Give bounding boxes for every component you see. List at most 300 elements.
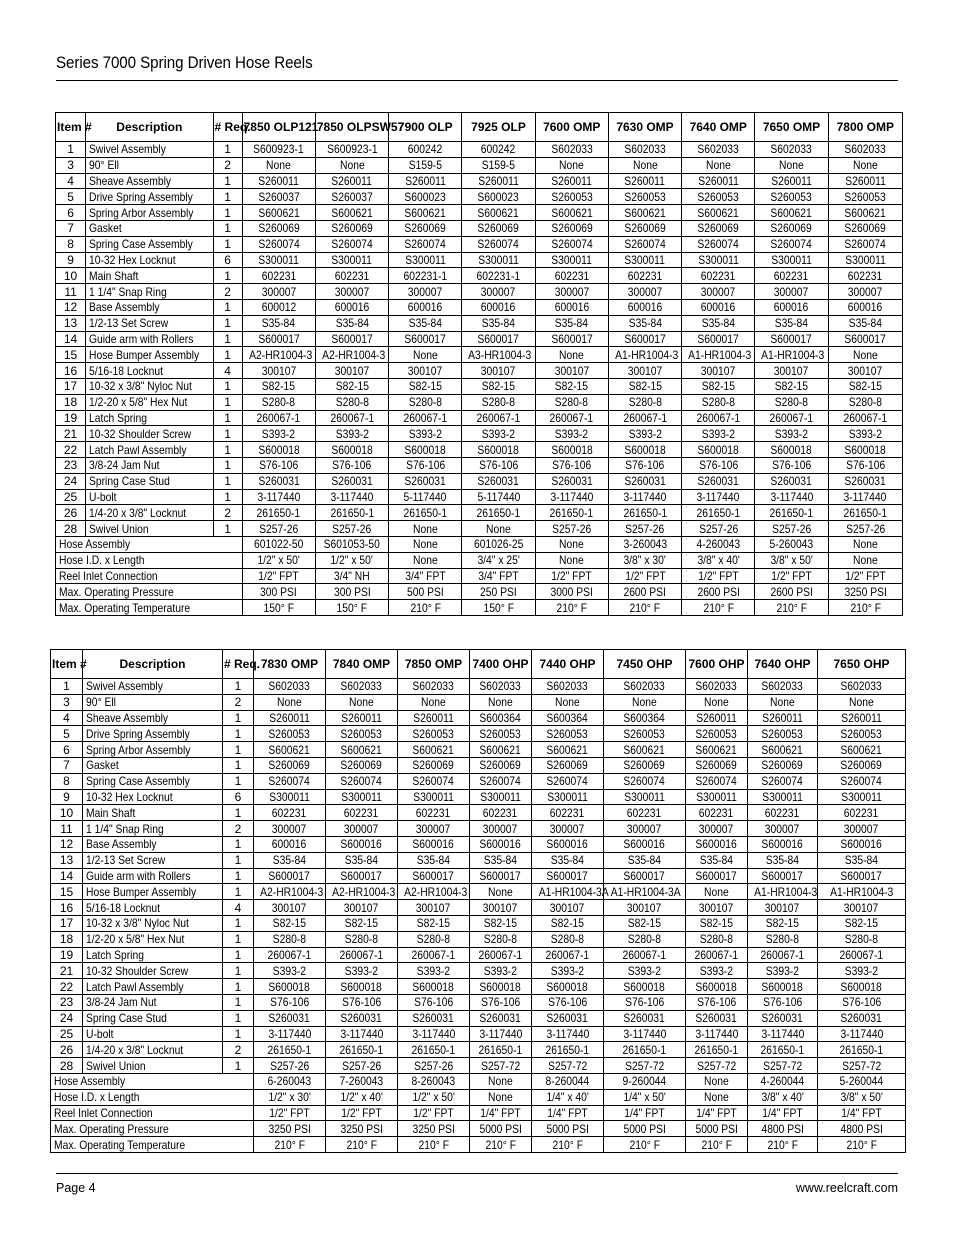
- part-number-cell: [828, 442, 902, 458]
- cell-text: 3-117440: [695, 1026, 738, 1041]
- item-number: 7: [51, 757, 83, 773]
- spec-cell: [755, 600, 828, 616]
- item-number: 15: [56, 347, 86, 363]
- cell-text: 300107: [408, 363, 443, 378]
- cell-text: 300107: [848, 363, 883, 378]
- spec-cell: [686, 1121, 748, 1137]
- spec-cell: [462, 584, 535, 600]
- part-number-cell: [535, 331, 608, 347]
- item-number: 8: [51, 773, 83, 789]
- cell-text: A2-HR1004-3: [248, 347, 312, 362]
- item-number: 6: [56, 205, 86, 221]
- part-number-cell: [470, 852, 532, 868]
- cell-text: S602033: [412, 679, 455, 694]
- cell-text: 3-117440: [412, 1026, 455, 1041]
- cell-text: 5-260043: [769, 537, 814, 552]
- cell-text: S35-84: [483, 853, 518, 868]
- part-number-cell: [462, 189, 535, 205]
- part-number-cell: [682, 205, 755, 221]
- part-number-cell: [748, 915, 818, 931]
- cell-text: S600018: [477, 442, 520, 457]
- part-description: [83, 900, 223, 916]
- cell-text: 261650-1: [843, 505, 888, 520]
- part-number-cell: [755, 220, 828, 236]
- part-number-cell: [755, 331, 828, 347]
- cell-text: S260011: [771, 173, 812, 188]
- cell-text: S600017: [623, 868, 666, 883]
- part-number-cell: [686, 915, 748, 931]
- cell-text: 90° Ell: [86, 695, 116, 710]
- quantity-required: 1: [213, 331, 242, 347]
- part-number-cell: [470, 726, 532, 742]
- cell-text: S600016: [623, 837, 666, 852]
- part-number-cell: [315, 473, 388, 489]
- part-number-cell: [242, 489, 315, 505]
- summary-row: [51, 1073, 906, 1089]
- table-row: [56, 205, 903, 221]
- cell-text: 5-117440: [403, 489, 447, 504]
- part-number-cell: [470, 805, 532, 821]
- cell-text: S257-72: [696, 1058, 737, 1073]
- part-number-cell: [682, 252, 755, 268]
- cell-text: Swivel Assembly: [89, 142, 166, 157]
- cell-text: 602231-1: [476, 268, 521, 283]
- quantity-required: 6: [213, 252, 242, 268]
- table-row: [51, 757, 906, 773]
- cell-text: 261650-1: [256, 505, 301, 520]
- cell-text: Hose I.D. x Length: [59, 553, 145, 568]
- cell-text: 300007: [848, 284, 883, 299]
- part-number-cell: [748, 821, 818, 837]
- cell-text: None: [349, 695, 374, 710]
- cell-text: None: [852, 537, 878, 552]
- cell-text: 210° F: [846, 1137, 877, 1152]
- quantity-required: 2: [223, 1042, 254, 1058]
- item-number: 3: [51, 694, 83, 710]
- cell-text: S76-106: [771, 458, 812, 473]
- cell-text: 602231-1: [403, 268, 448, 283]
- cell-text: 261650-1: [839, 1042, 884, 1057]
- part-number-cell: [326, 931, 398, 947]
- part-number-cell: [389, 410, 462, 426]
- part-number-cell: [755, 442, 828, 458]
- parts-table-1: [55, 112, 903, 616]
- cell-text: Guide arm with Rollers: [89, 331, 194, 346]
- header-model: 7850 OMP: [398, 650, 470, 679]
- cell-text: S82-15: [408, 379, 442, 394]
- cell-text: S600364: [623, 710, 666, 725]
- part-number-cell: [242, 236, 315, 252]
- cell-text: S260031: [840, 1011, 883, 1026]
- header-model: 7850 OLP121: [242, 113, 315, 142]
- cell-text: 210° F: [556, 600, 588, 615]
- cell-text: S257-26: [845, 521, 885, 536]
- part-number-cell: [686, 931, 748, 947]
- cell-text: 300107: [627, 900, 662, 915]
- part-number-cell: [604, 868, 686, 884]
- item-number: 24: [51, 1010, 83, 1026]
- spec-cell: [326, 1137, 398, 1153]
- cell-text: 260067-1: [769, 410, 814, 425]
- part-number-cell: [462, 236, 535, 252]
- part-number-cell: [254, 979, 326, 995]
- cell-text: S260011: [404, 173, 446, 188]
- cell-text: S260031: [623, 1011, 666, 1026]
- cell-text: 300007: [483, 821, 518, 836]
- quantity-required: 1: [223, 757, 254, 773]
- part-number-cell: [398, 1058, 470, 1074]
- part-number-cell: [242, 189, 315, 205]
- cell-text: 300107: [765, 900, 800, 915]
- part-number-cell: [462, 315, 535, 331]
- cell-text: 601022-50: [254, 537, 304, 552]
- part-number-cell: [326, 852, 398, 868]
- cell-text: 3/4" FPT: [478, 568, 519, 583]
- cell-text: S600621: [761, 742, 804, 757]
- part-number-cell: [535, 284, 608, 300]
- cell-text: S260053: [412, 726, 455, 741]
- cell-text: 602231: [483, 805, 518, 820]
- page-number: Page 4: [56, 1181, 96, 1195]
- cell-text: 3/8" x 40': [761, 1090, 804, 1105]
- cell-text: None: [555, 695, 580, 710]
- cell-text: S600016: [546, 837, 589, 852]
- cell-text: None: [705, 158, 731, 173]
- part-number-cell: [608, 410, 681, 426]
- cell-text: S257-26: [413, 1058, 454, 1073]
- cell-text: 10-32 x 3/8" Nyloc Nut: [89, 379, 192, 394]
- cell-text: S260069: [761, 758, 804, 773]
- cell-text: 600016: [554, 300, 589, 315]
- cell-text: S600017: [479, 868, 522, 883]
- part-number-cell: [462, 252, 535, 268]
- cell-text: A2-HR1004-3: [332, 884, 396, 899]
- cell-text: S76-106: [547, 995, 588, 1010]
- cell-text: S260069: [624, 221, 666, 236]
- part-number-cell: [462, 505, 535, 521]
- cell-text: 4800 PSI: [761, 1121, 804, 1136]
- part-number-cell: [818, 994, 906, 1010]
- part-number-cell: [748, 994, 818, 1010]
- part-number-cell: [242, 426, 315, 442]
- part-number-cell: [604, 1010, 686, 1026]
- part-description: [83, 694, 223, 710]
- spec-cell: [608, 552, 681, 568]
- table-row: [56, 157, 903, 173]
- cell-text: S300011: [771, 252, 812, 267]
- table-row: [56, 473, 903, 489]
- part-number-cell: [828, 394, 902, 410]
- cell-text: 600012: [261, 300, 296, 315]
- part-number-cell: [532, 852, 604, 868]
- summary-label: [51, 1073, 254, 1089]
- cell-text: S260031: [697, 474, 739, 489]
- spec-cell: [748, 1105, 818, 1121]
- cell-text: S260053: [268, 726, 311, 741]
- part-number-cell: [462, 489, 535, 505]
- part-description: [86, 268, 213, 284]
- cell-text: S76-106: [624, 995, 665, 1010]
- cell-text: None: [852, 553, 878, 568]
- quantity-required: 1: [213, 189, 242, 205]
- spec-cell: [532, 1089, 604, 1105]
- header-model: 7600 OHP: [686, 650, 748, 679]
- cell-text: S260031: [477, 474, 520, 489]
- part-number-cell: [242, 157, 315, 173]
- spec-cell: [254, 1089, 326, 1105]
- cell-text: Hose Assembly: [59, 537, 131, 552]
- spec-cell: [470, 1105, 532, 1121]
- item-number: 16: [51, 900, 83, 916]
- spec-cell: [462, 536, 535, 552]
- cell-text: S600621: [404, 205, 446, 220]
- table-row: [56, 505, 903, 521]
- cell-text: S260074: [331, 237, 373, 252]
- part-number-cell: [828, 347, 902, 363]
- quantity-required: 1: [213, 426, 242, 442]
- cell-text: S260053: [770, 189, 813, 204]
- part-description: [86, 473, 213, 489]
- part-number-cell: [254, 821, 326, 837]
- cell-text: S393-2: [272, 963, 307, 978]
- quantity-required: 1: [223, 1058, 254, 1074]
- cell-text: S82-15: [272, 916, 307, 931]
- part-number-cell: [686, 1026, 748, 1042]
- part-number-cell: [326, 1010, 398, 1026]
- cell-text: S602033: [340, 679, 383, 694]
- cell-text: 300107: [416, 900, 451, 915]
- cell-text: S393-2: [699, 963, 734, 978]
- part-number-cell: [389, 505, 462, 521]
- part-number-cell: [608, 442, 681, 458]
- cell-text: 5000 PSI: [623, 1121, 666, 1136]
- part-number-cell: [326, 1058, 398, 1074]
- cell-text: S82-15: [628, 379, 662, 394]
- part-number-cell: [315, 205, 388, 221]
- spec-cell: [755, 568, 828, 584]
- cell-text: S600017: [412, 868, 455, 883]
- cell-text: S600018: [840, 979, 883, 994]
- cell-text: Reel Inlet Connection: [59, 568, 158, 583]
- item-number: 6: [51, 742, 83, 758]
- part-number-cell: [470, 947, 532, 963]
- cell-text: None: [770, 695, 795, 710]
- spec-cell: [828, 552, 902, 568]
- part-number-cell: [532, 915, 604, 931]
- cell-text: 210° F: [409, 600, 441, 615]
- part-number-cell: [242, 220, 315, 236]
- cell-text: S257-26: [341, 1058, 382, 1073]
- table-row: [51, 710, 906, 726]
- cell-text: S600923-1: [253, 142, 304, 157]
- cell-text: 300007: [627, 284, 663, 299]
- cell-text: S600017: [546, 868, 589, 883]
- cell-text: S35-84: [848, 316, 882, 331]
- cell-text: 3250 PSI: [268, 1121, 311, 1136]
- spec-cell: [828, 536, 902, 552]
- cell-text: None: [488, 884, 513, 899]
- cell-text: 210° F: [485, 1137, 516, 1152]
- header-model: 7840 OMP: [326, 650, 398, 679]
- table-row: [56, 268, 903, 284]
- part-number-cell: [389, 205, 462, 221]
- cell-text: None: [488, 1090, 513, 1105]
- part-number-cell: [470, 979, 532, 995]
- cell-text: S600018: [412, 979, 455, 994]
- cell-text: None: [852, 347, 878, 362]
- cell-text: 7-260043: [339, 1074, 384, 1089]
- part-description: [86, 173, 213, 189]
- part-number-cell: [389, 299, 462, 315]
- part-number-cell: [326, 726, 398, 742]
- table-row: [51, 821, 906, 837]
- part-number-cell: [686, 710, 748, 726]
- cell-text: S260074: [546, 774, 589, 789]
- cell-text: A1-HR1004-3: [615, 347, 679, 362]
- summary-row: [56, 536, 903, 552]
- cell-text: S300011: [331, 252, 373, 267]
- part-number-cell: [748, 757, 818, 773]
- quantity-required: 1: [223, 852, 254, 868]
- part-number-cell: [470, 757, 532, 773]
- part-number-cell: [398, 757, 470, 773]
- item-number: 25: [56, 489, 86, 505]
- spec-cell: [604, 1089, 686, 1105]
- cell-text: S393-2: [408, 426, 442, 441]
- cell-text: S35-84: [844, 853, 879, 868]
- cell-text: A1-HR1004-3A: [538, 884, 609, 899]
- part-number-cell: [682, 457, 755, 473]
- cell-text: 600016: [627, 300, 663, 315]
- part-number-cell: [818, 852, 906, 868]
- part-number-cell: [326, 979, 398, 995]
- cell-text: None: [486, 521, 511, 536]
- cell-text: S600364: [479, 710, 522, 725]
- part-number-cell: [326, 679, 398, 695]
- cell-text: 5000 PSI: [695, 1121, 738, 1136]
- cell-text: S159-5: [408, 158, 442, 173]
- part-number-cell: [532, 1010, 604, 1026]
- spec-cell: [535, 536, 608, 552]
- part-number-cell: [682, 284, 755, 300]
- part-number-cell: [755, 284, 828, 300]
- part-number-cell: [315, 347, 388, 363]
- cell-text: 300007: [334, 284, 370, 299]
- part-number-cell: [818, 931, 906, 947]
- quantity-required: 2: [213, 284, 242, 300]
- part-number-cell: [398, 836, 470, 852]
- part-number-cell: [682, 378, 755, 394]
- part-number-cell: [682, 489, 755, 505]
- cell-text: S600621: [412, 742, 455, 757]
- cell-text: S602033: [840, 679, 883, 694]
- part-description: [86, 378, 213, 394]
- cell-text: A2-HR1004-3: [260, 884, 324, 899]
- cell-text: S260074: [624, 237, 666, 252]
- cell-text: S260053: [844, 189, 886, 204]
- cell-text: Max. Operating Pressure: [59, 584, 174, 599]
- item-number: 28: [51, 1058, 83, 1074]
- quantity-required: 2: [213, 505, 242, 521]
- cell-text: 300007: [261, 284, 296, 299]
- part-number-cell: [608, 220, 681, 236]
- cell-text: 3/4" NH: [334, 568, 370, 583]
- spec-cell: [326, 1073, 398, 1089]
- cell-text: A1-HR1004-3: [754, 884, 818, 899]
- cell-text: S35-84: [344, 853, 379, 868]
- quantity-required: 1: [223, 679, 254, 695]
- spec-cell: [608, 568, 681, 584]
- part-number-cell: [818, 1042, 906, 1058]
- cell-text: 300107: [481, 363, 516, 378]
- cell-text: S600923-1: [326, 142, 378, 157]
- part-number-cell: [398, 852, 470, 868]
- cell-text: S393-2: [848, 426, 882, 441]
- item-number: 17: [51, 915, 83, 931]
- part-number-cell: [686, 963, 748, 979]
- cell-text: 602231: [261, 268, 296, 283]
- cell-text: Base Assembly: [86, 837, 157, 852]
- part-description: [86, 157, 213, 173]
- cell-text: S260074: [697, 237, 739, 252]
- cell-text: S280-8: [481, 395, 516, 410]
- spec-cell: [686, 1089, 748, 1105]
- item-number: 5: [56, 189, 86, 205]
- cell-text: S600017: [761, 868, 804, 883]
- cell-text: S280-8: [628, 395, 662, 410]
- cell-text: S600017: [697, 331, 739, 346]
- part-number-cell: [254, 773, 326, 789]
- part-number-cell: [828, 252, 902, 268]
- part-number-cell: [254, 963, 326, 979]
- cell-text: 1/2-20 x 5/8" Hex Nut: [86, 932, 185, 947]
- cell-text: 10-32 Shoulder Screw: [86, 963, 189, 978]
- header-rule: [56, 80, 898, 81]
- cell-text: S76-106: [269, 995, 310, 1010]
- cell-text: S260011: [258, 173, 300, 188]
- cell-text: 600242: [408, 142, 443, 157]
- item-number: 17: [56, 378, 86, 394]
- quantity-required: 1: [213, 268, 242, 284]
- cell-text: S600018: [258, 442, 300, 457]
- part-number-cell: [315, 394, 388, 410]
- cell-text: U-bolt: [89, 489, 117, 504]
- cell-text: 260067-1: [267, 947, 312, 962]
- quantity-required: 1: [213, 394, 242, 410]
- part-number-cell: [686, 821, 748, 837]
- part-number-cell: [682, 426, 755, 442]
- table-row: [56, 489, 903, 505]
- cell-text: 3-117440: [268, 1026, 311, 1041]
- cell-text: S260031: [412, 1011, 455, 1026]
- part-number-cell: [755, 142, 828, 158]
- cell-text: Swivel Union: [86, 1058, 146, 1073]
- part-number-cell: [462, 394, 535, 410]
- item-number: 14: [56, 331, 86, 347]
- part-number-cell: [535, 505, 608, 521]
- cell-text: S260031: [404, 474, 446, 489]
- part-number-cell: [818, 821, 906, 837]
- cell-text: S260074: [770, 237, 813, 252]
- spec-cell: [828, 600, 902, 616]
- part-number-cell: [532, 821, 604, 837]
- cell-text: S260074: [840, 774, 883, 789]
- part-number-cell: [315, 157, 388, 173]
- part-number-cell: [532, 836, 604, 852]
- cell-text: 5000 PSI: [546, 1121, 589, 1136]
- part-number-cell: [470, 963, 532, 979]
- cell-text: A1-HR1004-3: [761, 347, 825, 362]
